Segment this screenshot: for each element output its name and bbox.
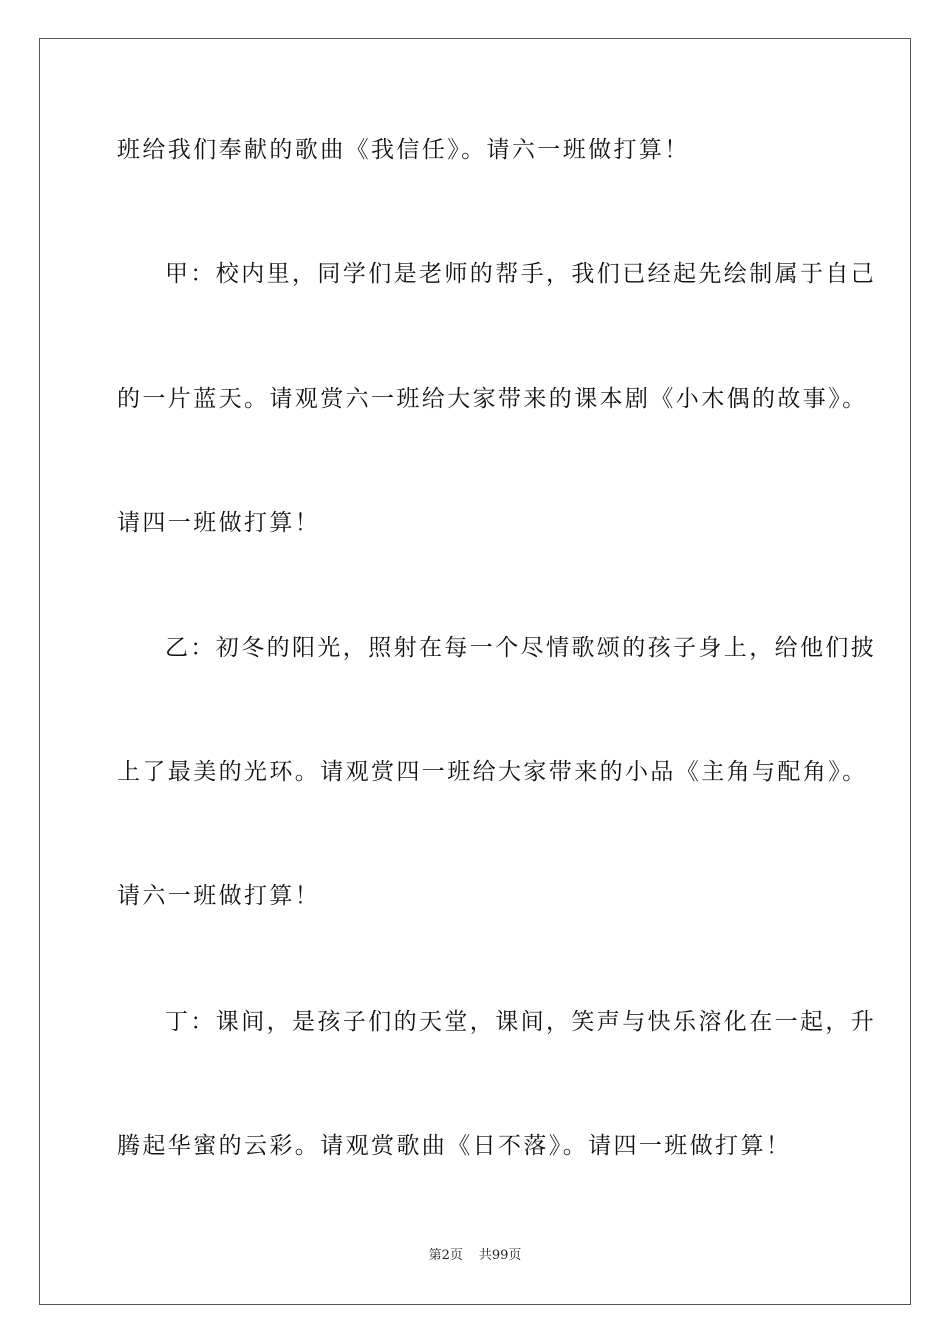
page-total: 共99页 [478, 1248, 522, 1263]
paragraph-line: 乙：初冬的阳光，照射在每一个尽情歌颂的孩子身上，给他们披 [165, 635, 877, 661]
paragraph-line: 腾起华蜜的云彩。请观赏歌曲《日不落》。请四一班做打算！ [117, 1133, 792, 1159]
page-number: 第2页 [428, 1248, 463, 1263]
paragraph-line: 请六一班做打算！ [117, 883, 321, 909]
page-footer [0, 1247, 950, 1265]
paragraph-line: 班给我们奉献的歌曲《我信任》。请六一班做打算！ [117, 137, 690, 163]
paragraph-line: 的一片蓝天。请观赏六一班给大家带来的课本剧《小木偶的故事》。 [117, 386, 868, 412]
paragraph-line: 丁：课间，是孩子们的天堂，课间，笑声与快乐溶化在一起，升 [165, 1009, 877, 1035]
page-frame [39, 38, 911, 1305]
paragraph-line: 请四一班做打算！ [117, 510, 321, 536]
paragraph-line: 上了最美的光环。请观赏四一班给大家带来的小品《主角与配角》。 [117, 759, 868, 785]
paragraph-line: 甲：校内里，同学们是老师的帮手，我们已经起先绘制属于自己 [165, 261, 877, 287]
